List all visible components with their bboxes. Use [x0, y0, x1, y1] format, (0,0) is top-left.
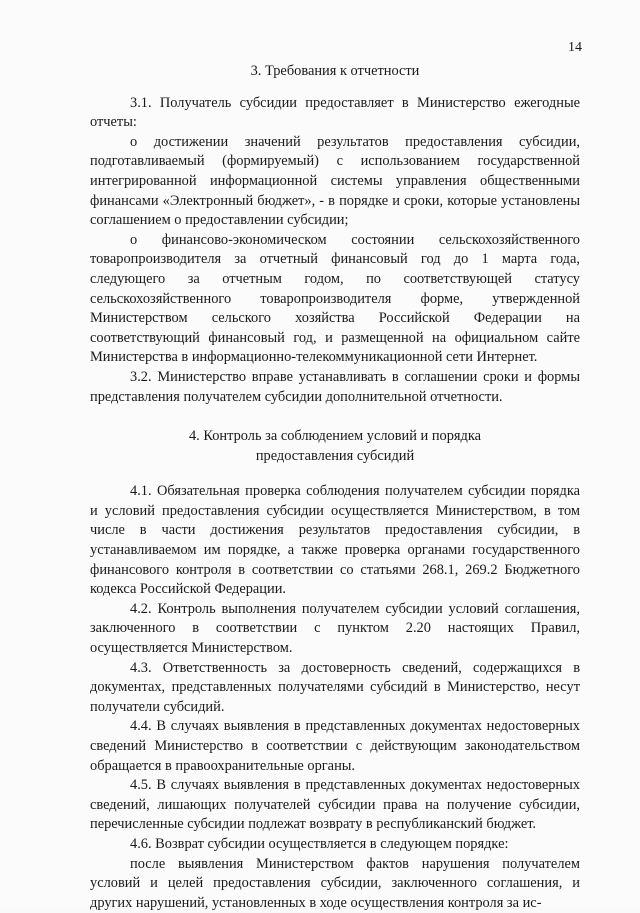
page-number: 14	[568, 40, 582, 55]
section-4-title-line-1: 4. Контроль за соблюдением условий и порядка	[188, 428, 482, 445]
paragraph-4-6-item: после выявления Министерством фактов нарушения получателем условий и целей предоставления субсидии, заключенного соглашения, и других нарушений, установленных в ходе осуществления контроля за ис-	[90, 855, 580, 911]
paragraph-4-4: 4.4. В случаях выявления в представленных документах недостоверных сведений Министерство в соответствии с действующим законодательством обращается в правоохранительные органы.	[90, 718, 580, 774]
document-body	[90, 58, 580, 913]
paragraph-4-6: 4.6. Возврат субсидии осуществляется в следующем порядке:	[130, 835, 509, 852]
section-3-title: 3. Требования к отчетности	[250, 63, 420, 79]
paragraph-4-5: 4.5. В случаях выявления в представленных документах недостоверных сведений, лишающих получателей субсидии права на получение субсидии, перечисленные субсидии подлежат возврату в республиканский бюджет.	[90, 777, 580, 833]
paragraph-3-1-item-1: о достижении значений результатов предоставления субсидии, подготавливаемый (формируемый) с использованием государственной интегрированной информационной системы управления общественными финансами «Электронный бюджет», - в порядке и сроки, которые установлены соглашением о предоставлении субсидии;	[90, 133, 580, 229]
paragraph-4-3: 4.3. Ответственность за достоверность сведений, содержащихся в документах, представленных получателями субсидий в Министерство, несут получатели субсидий.	[90, 659, 580, 715]
paragraph-4-2: 4.2. Контроль выполнения получателем субсидии условий соглашения, заключенного в соответствии с пунктом 2.20 настоящих Правил, осуществляется Министерством.	[90, 600, 580, 657]
paragraph-3-2: 3.2. Министерство вправе устанавливать в соглашении сроки и формы представления получателем субсидии дополнительной отчетности.	[90, 368, 580, 405]
section-4-title-line-2: предоставления субсидий	[255, 447, 415, 464]
section-4-title	[90, 427, 580, 466]
paragraph-3-1-item-2: о финансово-экономическом состоянии сельскохозяйственного товаропроизводителя за отчетный финансовый год до 1 марта года, следующего за отчетным годом, по соответствующей статусу сельскохозяйственного товаропроизводителя форме, утвержденной Министерством сельского хозяйства Российской Федерации на соответствующий финансовый год, и размещенной на официальном сайте Министерства в информационно-телекоммуникационной сети Интернет.	[90, 231, 580, 366]
paragraph-4-1: 4.1. Обязательная проверка соблюдения получателем субсидии порядка и условий предоставления субсидии осуществляется Министерством, в том числе в части достижения результатов предоставления субсидии, в устанавливаемом им порядке, а также проверка органами государственного финансового контроля в соответствии со статьями 268.1, 269.2 Бюджетного кодекса Российской Федерации.	[90, 483, 580, 598]
paragraph-3-1: 3.1. Получатель субсидии предоставляет в Министерство ежегодные отчеты:	[90, 94, 580, 131]
